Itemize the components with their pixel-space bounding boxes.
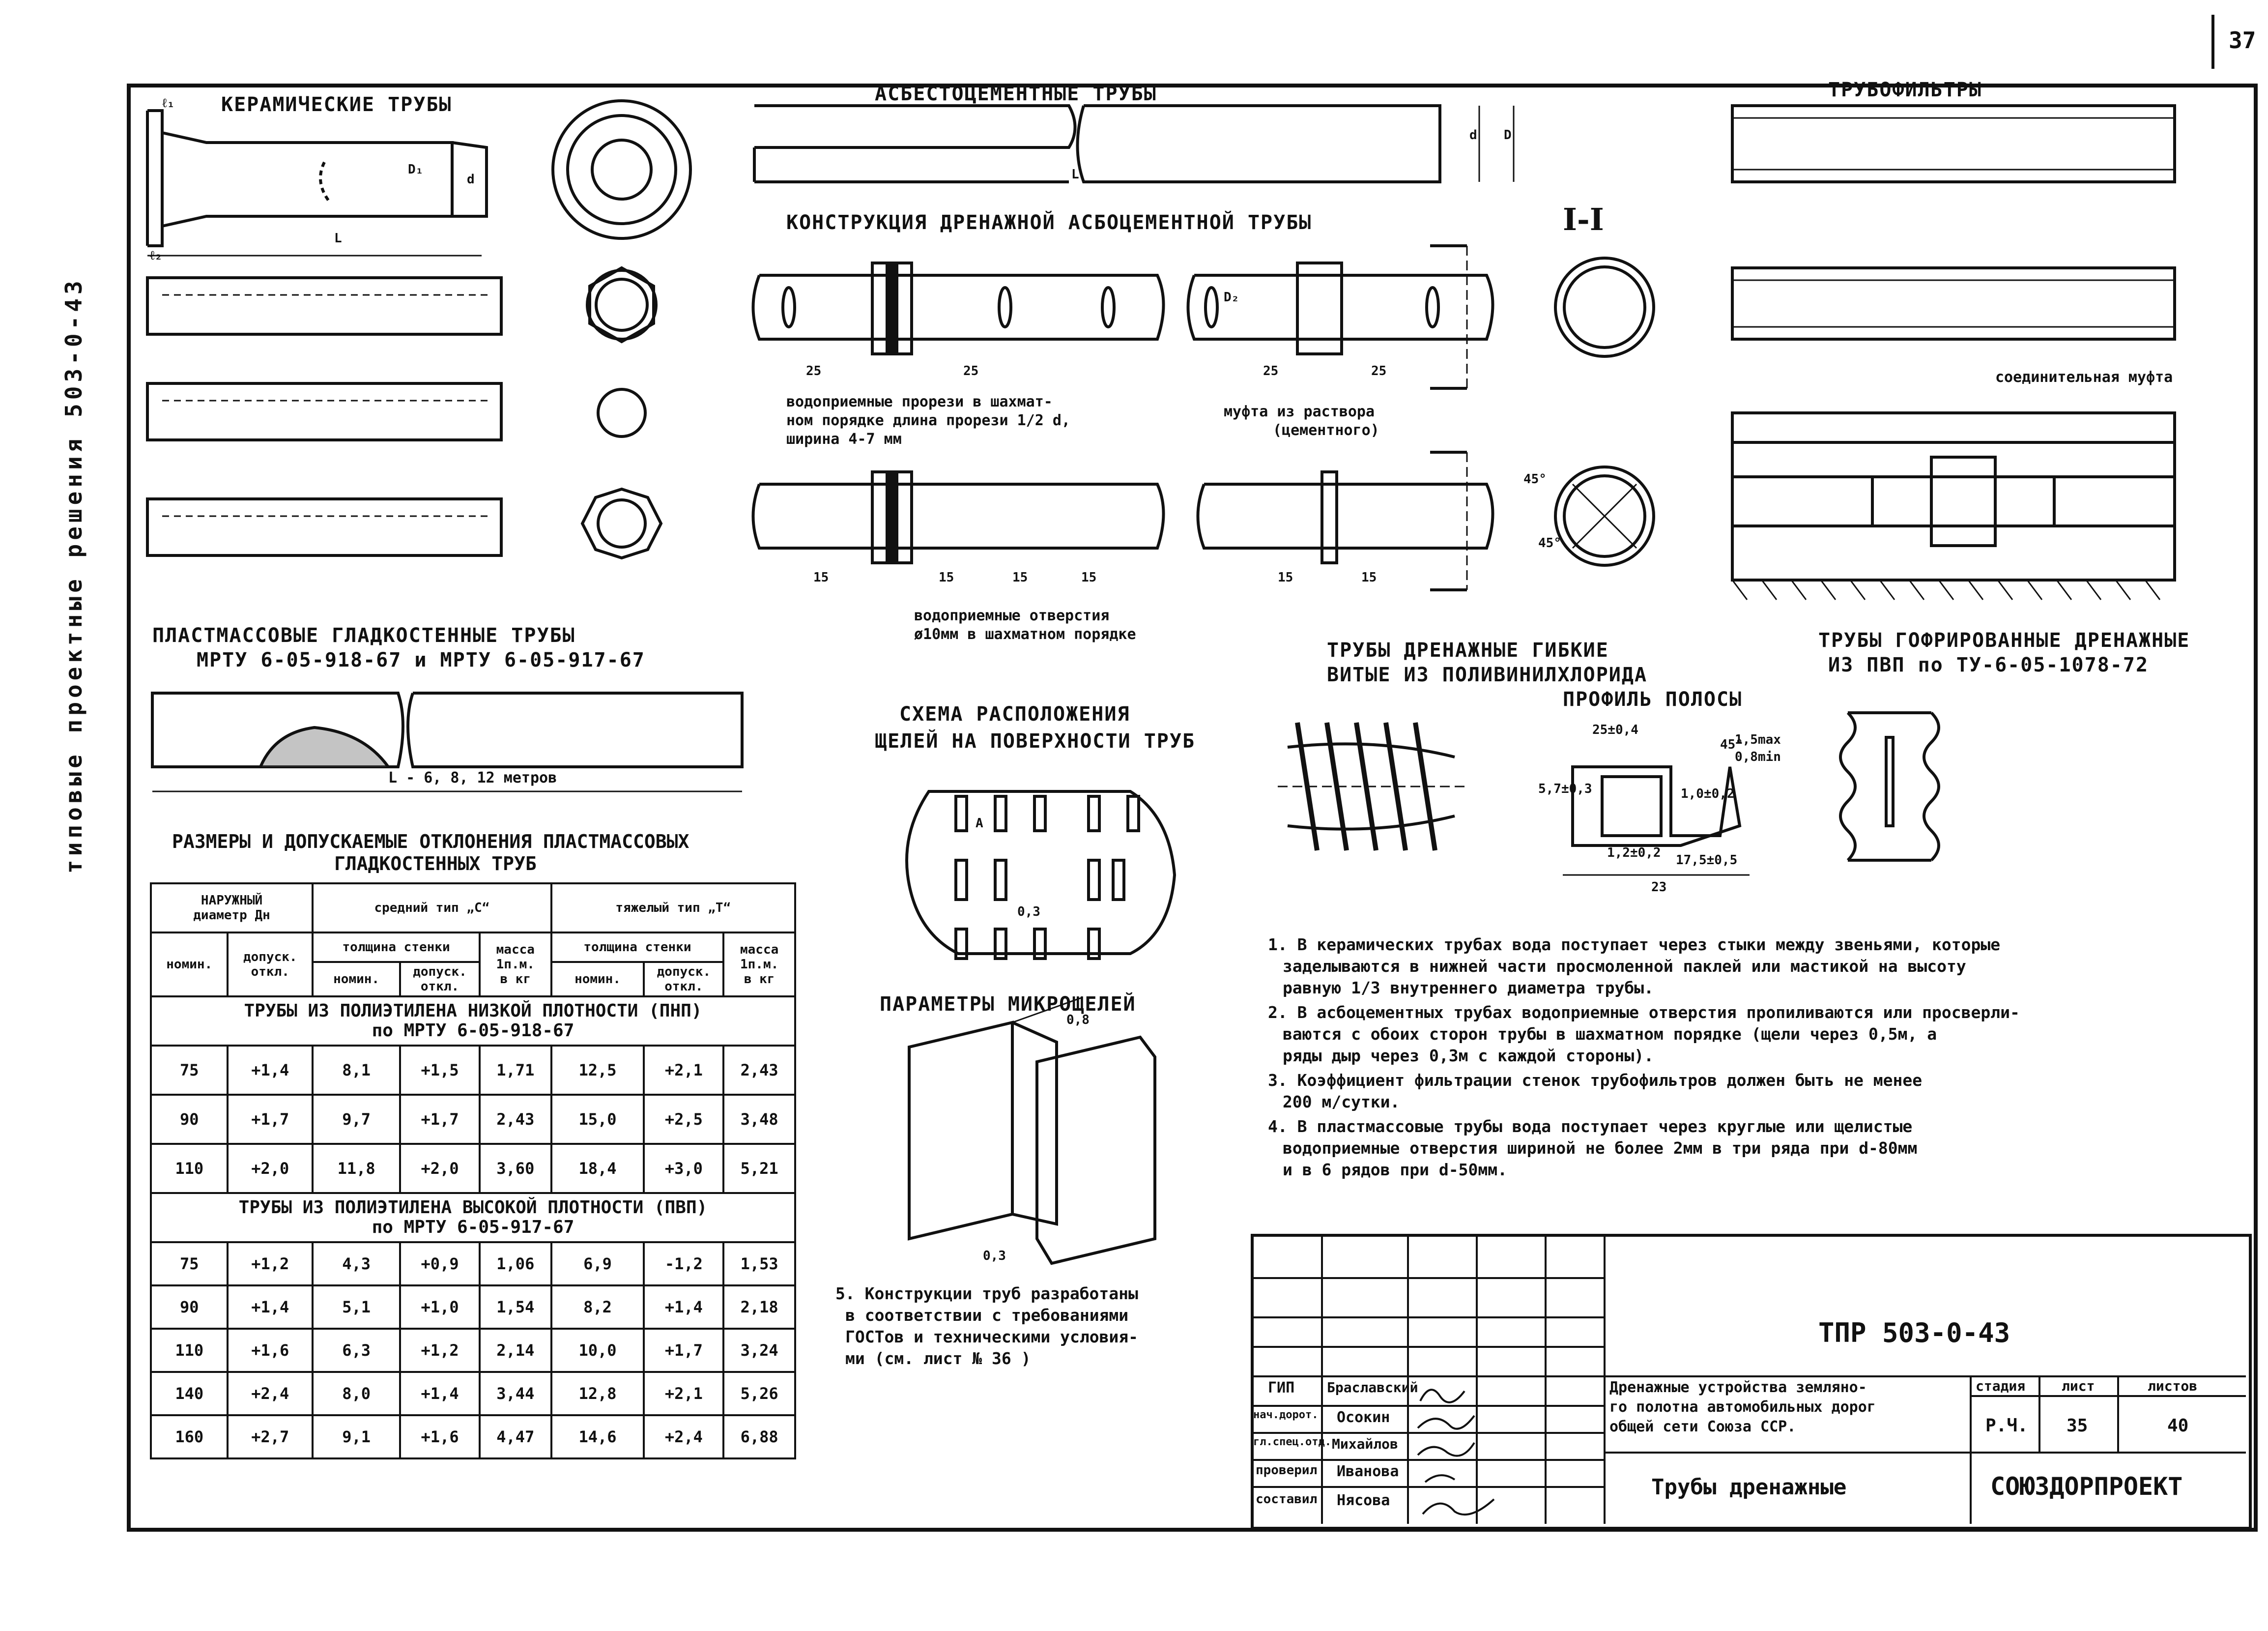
dim-micro-03: 0,3 (983, 1249, 1006, 1263)
tb-name: Браславский (1327, 1379, 1418, 1396)
dim-profile-15max: 1,5max (1735, 732, 1781, 747)
header-nominal: номин. (151, 932, 228, 996)
dim-profile-45: 45° (1720, 737, 1743, 752)
dim-l1: ℓ₁ (162, 96, 175, 111)
dim-ceramic-L: L (334, 231, 342, 246)
tb-name: Иванова (1337, 1463, 1399, 1480)
page-number: 37 (2229, 27, 2256, 54)
dim-angle-45-a: 45° (1523, 472, 1547, 487)
tb-name: Осокин (1337, 1409, 1390, 1426)
connecting-coupling-label: соединительная муфта (1995, 369, 2173, 386)
dim-profile-57: 5,7±0,3 (1538, 782, 1592, 796)
dim-profile-10: 1,0±0,2 (1681, 786, 1735, 801)
table-row: 110 +1,6 6,3 +1,2 2,14 10,0 +1,7 3,24 (151, 1329, 795, 1372)
drain-construction-title: КОНСТРУКЦИЯ ДРЕНАЖНОЙ АСБОЦЕМЕНТНОЙ ТРУБЫ (786, 211, 1312, 234)
header-wall-nominal-heavy: номин. (551, 962, 644, 996)
flexible-pipes-title-1: ТРУБЫ ДРЕНАЖНЫЕ ГИБКИЕ (1327, 639, 1609, 662)
dim-profile-23: 23 (1651, 880, 1667, 895)
corrugated-title-2: ИЗ ПВП по ТУ-6-05-1078-72 (1828, 654, 2149, 676)
dim-15-d: 15 (1081, 570, 1097, 585)
strip-profile-title: ПРОФИЛЬ ПОЛОСЫ (1563, 688, 1743, 711)
header-mass-heavy: масса 1п.м. в кг (723, 932, 795, 996)
micro-slot-title: ПАРАМЕТРЫ МИКРОЩЕЛЕЙ (880, 993, 1136, 1016)
dim-slot-A: А (976, 816, 983, 831)
tb-sheets-header: листов (2148, 1378, 2198, 1394)
tb-drawing-name: Трубы дренажные (1651, 1475, 1847, 1500)
tb-project-code: ТПР 503-0-43 (1818, 1317, 2010, 1348)
group-pnp: ТРУБЫ ИЗ ПОЛИЭТИЛЕНА НИЗКОЙ ПЛОТНОСТИ (ПНП) по МРТУ 6-05-918-67 (151, 996, 795, 1046)
section-mark: I-I (1563, 202, 1604, 237)
dim-ceramic-D1: D₁ (408, 162, 424, 177)
corrugated-title-1: ТРУБЫ ГОФРИРОВАННЫЕ ДРЕНАЖНЫЕ (1818, 629, 2190, 652)
dim-15-b: 15 (939, 570, 954, 585)
header-wall-nominal: номин. (313, 962, 400, 996)
slots-note-2: ном порядке длина прорези 1/2 d, (786, 412, 1070, 429)
holes-note-2: ø10мм в шахматном порядке (914, 626, 1136, 643)
dim-ceramic-d: d (467, 172, 475, 187)
dim-25-d: 25 (1371, 364, 1387, 379)
dim-asbestos-L: L (1071, 167, 1079, 182)
note-line: 3. Коэффициент фильтрации стенок трубофильтров должен быть не менее (1268, 1071, 1923, 1090)
note-line: в соответствии с требованиями (845, 1306, 1129, 1325)
holes-note-1: водоприемные отверстия (914, 607, 1110, 624)
slots-note-1: водоприемные прорези в шахмат- (786, 393, 1053, 410)
tb-sheet-header: лист (2062, 1378, 2095, 1394)
tb-name: Нясова (1337, 1492, 1390, 1509)
dim-asbestos-D: D (1504, 128, 1512, 143)
table-row: 75 +1,4 8,1 +1,5 1,71 12,5 +2,1 2,43 (151, 1046, 795, 1095)
header-wall-tolerance-heavy: допуск. откл. (644, 962, 723, 996)
table-row: 140 +2,4 8,0 +1,4 3,44 12,8 +2,1 5,26 (151, 1372, 795, 1415)
tb-role: проверил (1256, 1463, 1318, 1478)
dim-profile-21: 1,2±0,2 (1607, 845, 1661, 860)
dim-drain-D2: D₂ (1224, 290, 1239, 305)
pipe-sizes-table (150, 882, 796, 1459)
tb-description-2: го полотна автомобильных дорог (1609, 1398, 1876, 1416)
tb-role: гл.спец.отд. (1253, 1436, 1331, 1448)
flexible-pipes-title-2: ВИТЫЕ ИЗ ПОЛИВИНИЛХЛОРИДА (1327, 664, 1648, 686)
table-row: 90 +1,4 5,1 +1,0 1,54 8,2 +1,4 2,18 (151, 1285, 795, 1329)
dim-asbestos-d: d (1469, 128, 1477, 143)
plastic-pipes-title-1: ПЛАСТМАССОВЫЕ ГЛАДКОСТЕННЫЕ ТРУБЫ (152, 624, 575, 647)
note-line: ваются с обоих сторон трубы в шахматном порядке (щели через 0,5м, а (1283, 1024, 1937, 1044)
tb-stage: Р.Ч. (1985, 1416, 2028, 1436)
header-mass-mid: масса 1п.м. в кг (480, 932, 551, 996)
header-heavy-type: тяжелый тип „Т“ (551, 883, 795, 932)
header-medium-type: средний тип „С“ (313, 883, 551, 932)
header-wall-heavy: толщина стенки (551, 932, 724, 962)
tb-name: Михайлов (1332, 1436, 1398, 1452)
header-wall-tolerance: допуск. откл. (400, 962, 480, 996)
ceramic-pipes-title: КЕРАМИЧЕСКИЕ ТРУБЫ (221, 93, 452, 116)
note-line: 1. В керамических трубах вода поступает через стыки между звеньями, которые (1268, 935, 2001, 954)
slot-scheme-title-1: СХЕМА РАСПОЛОЖЕНИЯ (899, 703, 1130, 726)
table-row: 110 +2,0 11,8 +2,0 3,60 18,4 +3,0 5,21 (151, 1144, 795, 1193)
table-row: 75 +1,2 4,3 +0,9 1,06 6,9 -1,2 1,53 (151, 1242, 795, 1285)
note-line: 5. Конструкции труб разработаны (835, 1284, 1138, 1303)
note-line: равную 1/3 внутреннего диаметра трубы. (1283, 978, 1654, 997)
asbestos-pipes-title: АСБЕСТОЦЕМЕНТНЫЕ ТРУБЫ (875, 83, 1157, 105)
header-outer-diameter: НАРУЖНЫЙ диаметр Дн (151, 883, 313, 932)
note-line: водоприемные отверстия шириной не более 2мм в три ряда при d-80мм (1283, 1138, 1918, 1158)
note-line: ГОСТов и техническими условия- (845, 1327, 1139, 1346)
note-line: заделываются в нижней части просмоленной паклей или мастикой на высоту (1283, 957, 1966, 976)
dim-25-c: 25 (1263, 364, 1279, 379)
header-tolerance: допуск. откл. (228, 932, 313, 996)
dim-25-b: 25 (963, 364, 979, 379)
group-pvp: ТРУБЫ ИЗ ПОЛИЭТИЛЕНА ВЫСОКОЙ ПЛОТНОСТИ (ПВП) по МРТУ 6-05-917-67 (151, 1193, 795, 1242)
dim-profile-175: 17,5±0,5 (1676, 853, 1738, 868)
plastic-pipes-title-2: МРТУ 6-05-918-67 и МРТУ 6-05-917-67 (197, 649, 645, 671)
note-line: и в 6 рядов при d-50мм. (1283, 1160, 1507, 1179)
slot-scheme-title-2: ЩЕЛЕЙ НА ПОВЕРХНОСТИ ТРУБ (875, 730, 1196, 753)
dim-15-e: 15 (1278, 570, 1293, 585)
note-line: ми (см. лист № 36 ) (845, 1349, 1031, 1368)
dim-micro-08: 0,8 (1066, 1013, 1090, 1027)
tb-sheet: 35 (2067, 1416, 2088, 1436)
tb-organization: СОЮЗДОРПРОЕКТ (1990, 1472, 2183, 1501)
tb-role: нач.дорот. (1253, 1409, 1319, 1421)
dim-profile-25: 25±0,4 (1592, 723, 1638, 737)
dim-15-f: 15 (1361, 570, 1377, 585)
table-row: 90 +1,7 9,7 +1,7 2,43 15,0 +2,5 3,48 (151, 1095, 795, 1144)
note-line: ряды дыр через 0,3м с каждой стороны). (1283, 1046, 1654, 1065)
tb-role: составил (1256, 1492, 1318, 1507)
tb-description-3: общей сети Союза ССР. (1609, 1418, 1796, 1435)
dim-l2: ℓ₂ (150, 248, 163, 263)
dim-profile-08min: 0,8min (1735, 750, 1781, 764)
note-line: 2. В асбоцементных трубах водоприемные отверстия пропиливаются или просверли- (1268, 1003, 2020, 1022)
coupling-label-1: муфта из раствора (1224, 403, 1375, 420)
dim-slot-03: 0,3 (1017, 904, 1040, 919)
table-title-1: РАЗМЕРЫ И ДОПУСКАЕМЫЕ ОТКЛОНЕНИЯ ПЛАСТМАССОВЫХ (172, 831, 689, 852)
note-line: 200 м/сутки. (1283, 1092, 1400, 1111)
tb-description-1: Дренажные устройства земляно- (1609, 1379, 1867, 1396)
tb-stage-header: стадия (1976, 1378, 2026, 1394)
table-row: 160 +2,7 9,1 +1,6 4,47 14,6 +2,4 6,88 (151, 1415, 795, 1458)
page-number-divider (2211, 15, 2214, 69)
note-line: 4. В пластмассовые трубы вода поступает через круглые или щелистые (1268, 1117, 1913, 1136)
dim-15-a: 15 (813, 570, 829, 585)
side-title: типовые проектные решения 503-0-43 (60, 277, 87, 874)
tb-role: ГИП (1268, 1379, 1295, 1397)
coupling-label-2: (цементного) (1273, 422, 1379, 439)
dim-25-a: 25 (806, 364, 822, 379)
slots-note-3: ширина 4-7 мм (786, 431, 902, 448)
table-title-2: ГЛАДКОСТЕННЫХ ТРУБ (334, 853, 537, 874)
dim-15-c: 15 (1012, 570, 1028, 585)
plastic-length-label: L - 6, 8, 12 метров (388, 769, 557, 786)
tb-sheets: 40 (2167, 1416, 2189, 1436)
dim-angle-45-b: 45° (1538, 536, 1561, 551)
header-wall-mid: толщина стенки (313, 932, 480, 962)
trubofilter-title: ТРУБОФИЛЬТРЫ (1828, 79, 1982, 101)
